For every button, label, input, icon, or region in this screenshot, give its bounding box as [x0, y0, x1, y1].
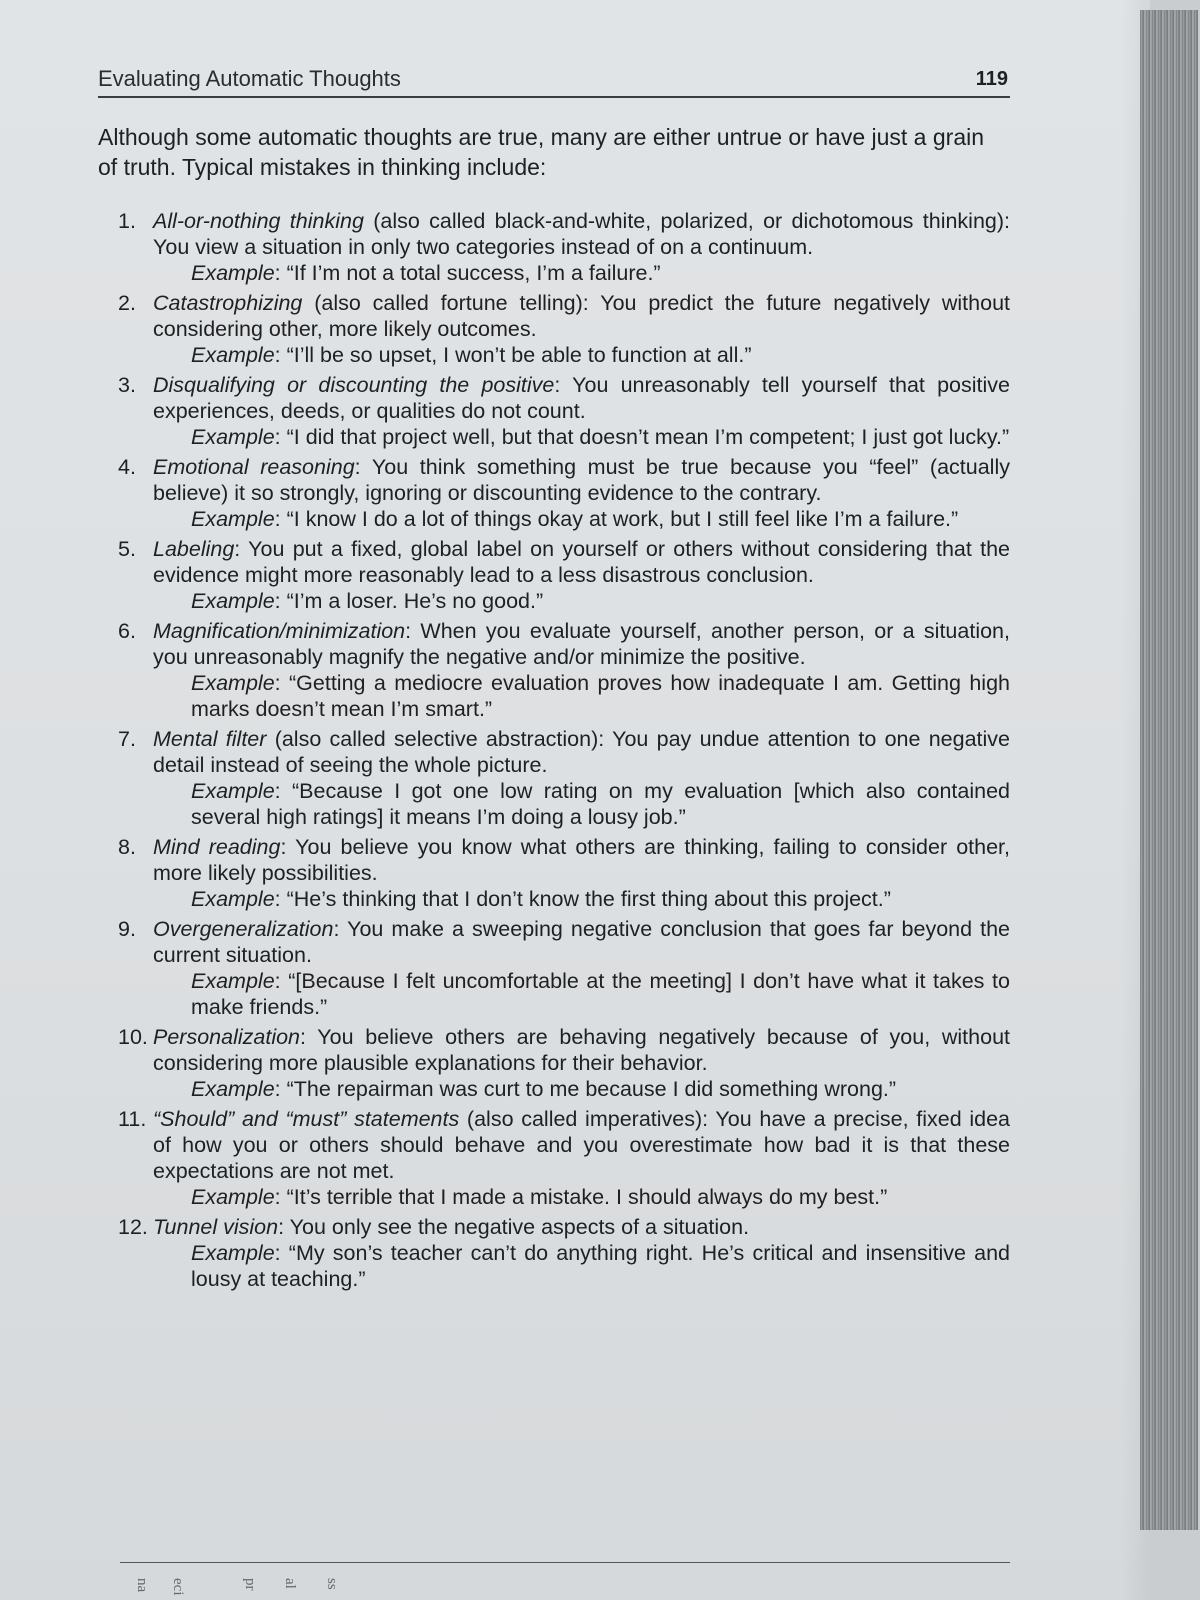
example-text: : “He’s thinking that I don’t know the first thing about this project.”: [274, 887, 891, 911]
item-number: 11.: [118, 1107, 147, 1131]
item-term: Overgeneralization: [153, 917, 334, 941]
list-item: [98, 618, 1010, 722]
bleed-fragment: al: [282, 1578, 298, 1589]
item-description: (also called imperatives): You have a precise, fixed idea of how you or others should behave and you overestimate how bad it is that these expectations are not met.: [153, 1107, 1010, 1183]
item-term: Labeling: [153, 537, 235, 561]
list-item: [98, 372, 1010, 450]
item-example: [153, 1076, 1010, 1102]
example-label: Example: [191, 969, 275, 993]
list-item: [98, 208, 1010, 286]
item-description: : You believe you know what others are thinking, failing to consider other, more likely possibilities.: [153, 835, 1011, 885]
example-label: Example: [191, 425, 275, 449]
item-number: 1.: [118, 209, 136, 233]
list-item: [98, 1106, 1010, 1210]
item-description: (also called fortune telling): You predict the future negatively without considering other, more likely outcomes.: [153, 291, 1010, 341]
bleed-fragment: ss: [324, 1578, 340, 1590]
example-label: Example: [191, 1185, 275, 1209]
item-term: Tunnel vision: [153, 1215, 279, 1239]
list-item: [98, 726, 1010, 830]
example-label: Example: [191, 1077, 275, 1101]
thinking-mistakes-list: [98, 208, 1010, 1292]
list-item: [98, 454, 1010, 532]
example-text: : “[Because I felt uncomfortable at the meeting] I don’t have what it takes to make friends.”: [191, 969, 1010, 1019]
item-number: 3.: [118, 373, 136, 397]
bleed-fragment: na: [134, 1578, 150, 1593]
item-term: Emotional reasoning: [153, 455, 355, 479]
item-example: [153, 260, 1010, 286]
item-number: 7.: [118, 727, 136, 751]
list-item: [98, 1024, 1010, 1102]
example-label: Example: [191, 671, 275, 695]
intro-paragraph: Although some automatic thoughts are true, many are either untrue or have just a grain of truth. Typical mistakes in thinking include:: [98, 124, 985, 180]
list-item: [98, 1214, 1010, 1292]
list-item: [98, 916, 1010, 1020]
item-example: [153, 1240, 1010, 1292]
item-number: 6.: [118, 619, 136, 643]
item-example: [153, 1184, 1010, 1210]
item-term: All-or-nothing thinking: [153, 209, 364, 233]
example-text: : “I’ll be so upset, I won’t be able to function at all.”: [274, 343, 752, 367]
page-header: [98, 64, 1010, 98]
item-term: Disqualifying or discounting the positive: [153, 373, 555, 397]
example-text: : “I did that project well, but that doesn’t mean I’m competent; I just got lucky.”: [274, 425, 1010, 449]
item-number: 4.: [118, 455, 136, 479]
item-description: : You only see the negative aspects of a situation.: [278, 1215, 750, 1239]
item-example: [153, 342, 1010, 368]
item-term: Mind reading: [153, 835, 281, 859]
example-text: : “It’s terrible that I made a mistake. I should always do my best.”: [274, 1185, 888, 1209]
item-description: : When you evaluate yourself, another person, or a situation, you unreasonably magnify the negative and/or minimize the positive.: [153, 619, 1010, 669]
list-item: [98, 536, 1010, 614]
page-body: [98, 122, 1010, 1296]
example-text: : “I’m a loser. He’s no good.”: [274, 589, 544, 613]
example-label: Example: [191, 261, 275, 285]
item-term: Catastrophizing: [153, 291, 303, 315]
item-description: : You make a sweeping negative conclusion that goes far beyond the current situation.: [153, 917, 1010, 967]
example-label: Example: [191, 589, 275, 613]
item-description: : You unreasonably tell yourself that positive experiences, deeds, or qualities do not count.: [153, 373, 1010, 423]
item-number: 2.: [118, 291, 136, 315]
item-term: Magnification/minimization: [153, 619, 406, 643]
item-description: (also called black-and-white, polarized, or dichotomous thinking): You view a situation in only two categories instead of on a continuum.: [153, 209, 1011, 259]
example-label: Example: [191, 779, 275, 803]
item-number: 8.: [118, 835, 136, 859]
example-text: : “My son’s teacher can’t do anything right. He’s critical and insensitive and lousy at teaching.”: [191, 1241, 1010, 1291]
item-example: [153, 506, 1010, 532]
item-example: [153, 886, 1010, 912]
example-text: : “The repairman was curt to me because I did something wrong.”: [274, 1077, 897, 1101]
item-example: [153, 588, 1010, 614]
item-description: : You put a fixed, global label on yourself or others without considering that the evidence might more reasonably lead to a less disastrous conclusion.: [153, 537, 1010, 587]
bleed-fragment: pr: [242, 1578, 258, 1591]
running-title: Evaluating Automatic Thoughts: [98, 66, 401, 91]
example-label: Example: [191, 887, 275, 911]
book-page-edges: [1140, 10, 1198, 1530]
item-number: 10.: [118, 1025, 148, 1049]
example-text: : “I know I do a lot of things okay at work, but I still feel like I’m a failure.”: [274, 507, 959, 531]
example-text: : “If I’m not a total success, I’m a failure.”: [274, 261, 661, 285]
example-label: Example: [191, 507, 275, 531]
item-example: [153, 670, 1010, 722]
page-number: 119: [975, 68, 1008, 90]
footer-rule: [120, 1562, 1010, 1563]
item-description: : You believe others are behaving negatively because of you, without considering more plausible explanations for their behavior.: [153, 1025, 1010, 1075]
example-label: Example: [191, 1241, 275, 1265]
list-item: [98, 290, 1010, 368]
list-item: [98, 834, 1010, 912]
example-text: : “Getting a mediocre evaluation proves how inadequate I am. Getting high marks doesn’t mean I’m smart.”: [191, 671, 1010, 721]
example-label: Example: [191, 343, 275, 367]
item-description: (also called selective abstraction): You pay undue attention to one negative detail instead of seeing the whole picture.: [153, 727, 1010, 777]
item-term: Personalization: [153, 1025, 301, 1049]
item-description: : You think something must be true because you “feel” (actually believe) it so strongly, ignoring or discounting evidence to the contrary.: [153, 455, 1010, 505]
item-number: 9.: [118, 917, 136, 941]
bleed-fragment: eci: [170, 1578, 186, 1596]
item-example: [153, 424, 1010, 450]
item-term: “Should” and “must” statements: [153, 1107, 460, 1131]
item-number: 5.: [118, 537, 136, 561]
item-number: 12.: [118, 1215, 148, 1239]
item-term: Mental filter: [153, 727, 267, 751]
item-example: [153, 968, 1010, 1020]
item-example: [153, 778, 1010, 830]
example-text: : “Because I got one low rating on my evaluation [which also contained several high ratings] it means I’m doing a lousy job.”: [191, 779, 1010, 829]
